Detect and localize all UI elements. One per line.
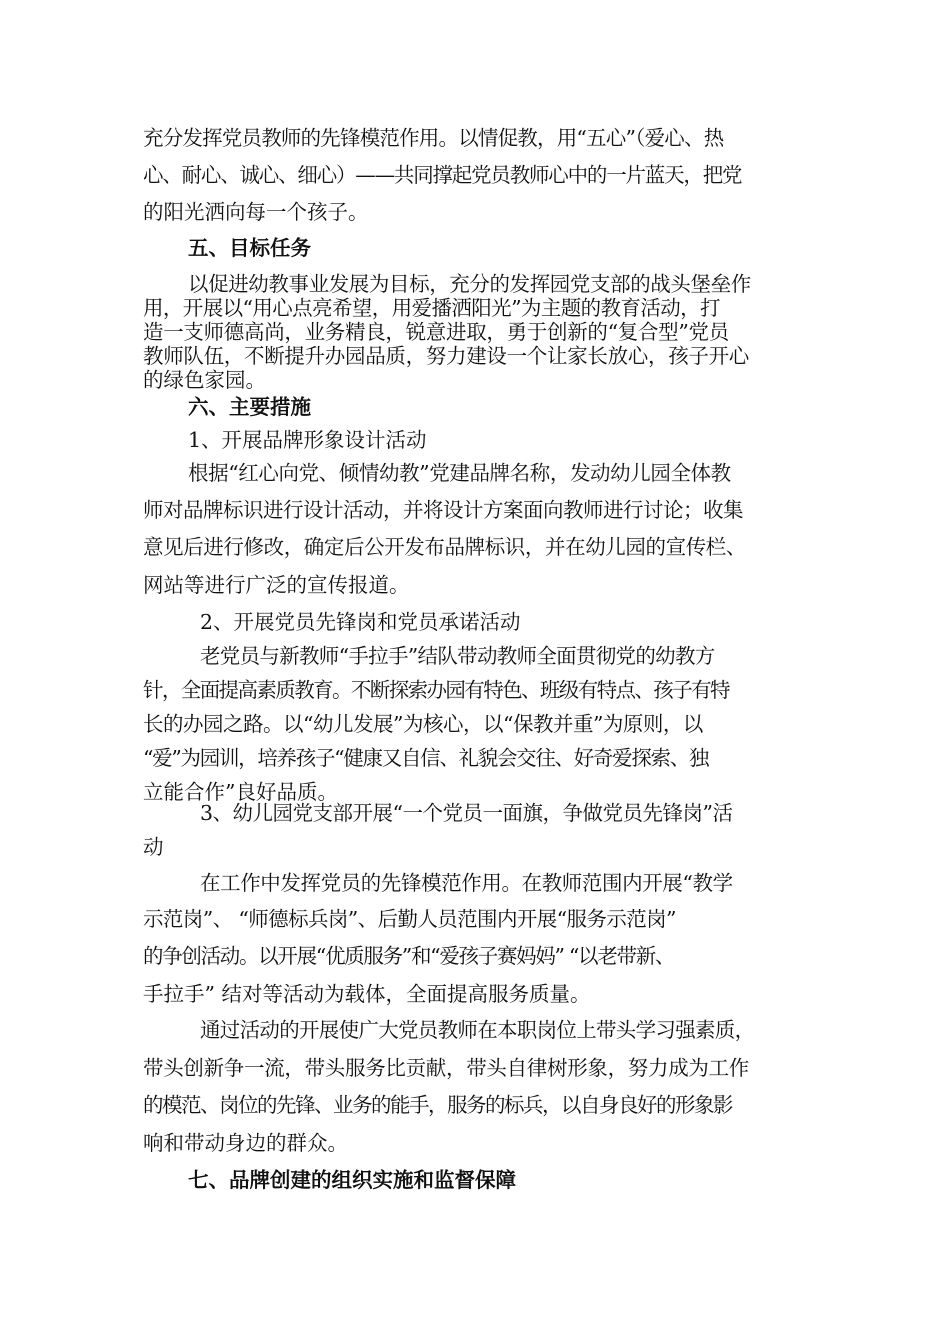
item-1-title: 1、开展品牌形象设计活动 [188, 428, 427, 452]
item-3-line-1: 在工作中发挥党员的先锋模范作用。在教师范围内开展“教学 [200, 871, 733, 895]
section-5-line-3: 造一支师德高尚，业务精良，锐意进取，勇于创新的“复合型”党员 [143, 320, 729, 344]
closing-line-3: 的模范、岗位的先锋、业务的能手，服务的标兵，以自身良好的形象影 [143, 1093, 732, 1117]
closing-line-4: 响和带动身边的群众。 [143, 1131, 348, 1155]
item-2-line-3: 长的办园之路。以“幼儿发展”为核心，以“保教并重”为原则，以 [143, 712, 703, 736]
section-5-line-5: 的绿色家园。 [143, 368, 266, 392]
item-1-line-3: 意见后进行修改，确定后公开发布品牌标识，并在幼儿园的宣传栏、 [143, 535, 746, 559]
intro-line-3: 的阳光洒向每一个孩子。 [143, 200, 369, 224]
section-5-line-4: 教师队伍，不断提升办园品质，努力建设一个让家长放心，孩子开心 [143, 344, 749, 368]
item-2-line-1: 老党员与新教师“手拉手”结队带动教师全面贯彻党的幼教方 [200, 644, 715, 668]
item-2-line-5: 立能合作”良好品质。 [143, 780, 338, 804]
item-2-title: 2、开展党员先锋岗和党员承诺活动 [200, 610, 521, 634]
item-1-line-1: 根据“红心向党、倾情幼教”党建品牌名称，发动幼儿园全体教 [188, 461, 731, 485]
item-1-line-4: 网站等进行广泛的宣传报道。 [143, 573, 410, 597]
intro-line-1: 充分发挥党员教师的先锋模范作用。以情促教，用“五心”（爱心、热 [143, 126, 724, 150]
item-3-line-2: 示范岗”、 “师德标兵岗”、后勤人员范围内开展“服务示范岗” [143, 907, 676, 931]
section-5-line-1: 以促进幼教事业发展为目标，充分的发挥园党支部的战头堡垒作 [188, 272, 751, 296]
item-3-line-3: 的争创活动。以开展“优质服务”和“爱孩子赛妈妈” “以老带新、 [143, 944, 675, 968]
item-2-line-4: “爱”为园训，培养孩子“健康又自信、礼貌会交往、好奇爱探索、独 [143, 746, 709, 770]
section-6-heading: 六、主要措施 [188, 395, 311, 419]
item-3-line-4: 手拉手” 结对等活动为载体，全面提高服务质量。 [143, 982, 591, 1006]
section-7-heading: 七、品牌创建的组织实施和监督保障 [188, 1168, 516, 1192]
closing-line-2: 带头创新争一流，带头服务比贡献，带头自律树形象，努力成为工作 [143, 1056, 749, 1080]
closing-line-1: 通过活动的开展使广大党员教师在本职岗位上带头学习强素质， [200, 1018, 755, 1042]
section-5-heading: 五、目标任务 [188, 236, 311, 260]
item-2-line-2: 针，全面提高素质教育。不断探索办园有特色、班级有特点、孩子有特 [143, 678, 729, 702]
intro-line-2: 心、耐心、诚心、细心）——共同撑起党员教师心中的一片蓝天，把党 [143, 163, 742, 187]
section-5-line-2: 用，开展以“用心点亮希望，用爱播洒阳光”为主题的教育活动，打 [143, 296, 720, 320]
item-3-title-line-1: 3、幼儿园党支部开展“一个党员一面旗，争做党员先锋岗”活 [200, 801, 733, 825]
item-3-title-line-2: 动 [143, 835, 164, 859]
item-1-line-2: 师对品牌标识进行设计活动，并将设计方案面向教师进行讨论；收集 [143, 498, 743, 522]
